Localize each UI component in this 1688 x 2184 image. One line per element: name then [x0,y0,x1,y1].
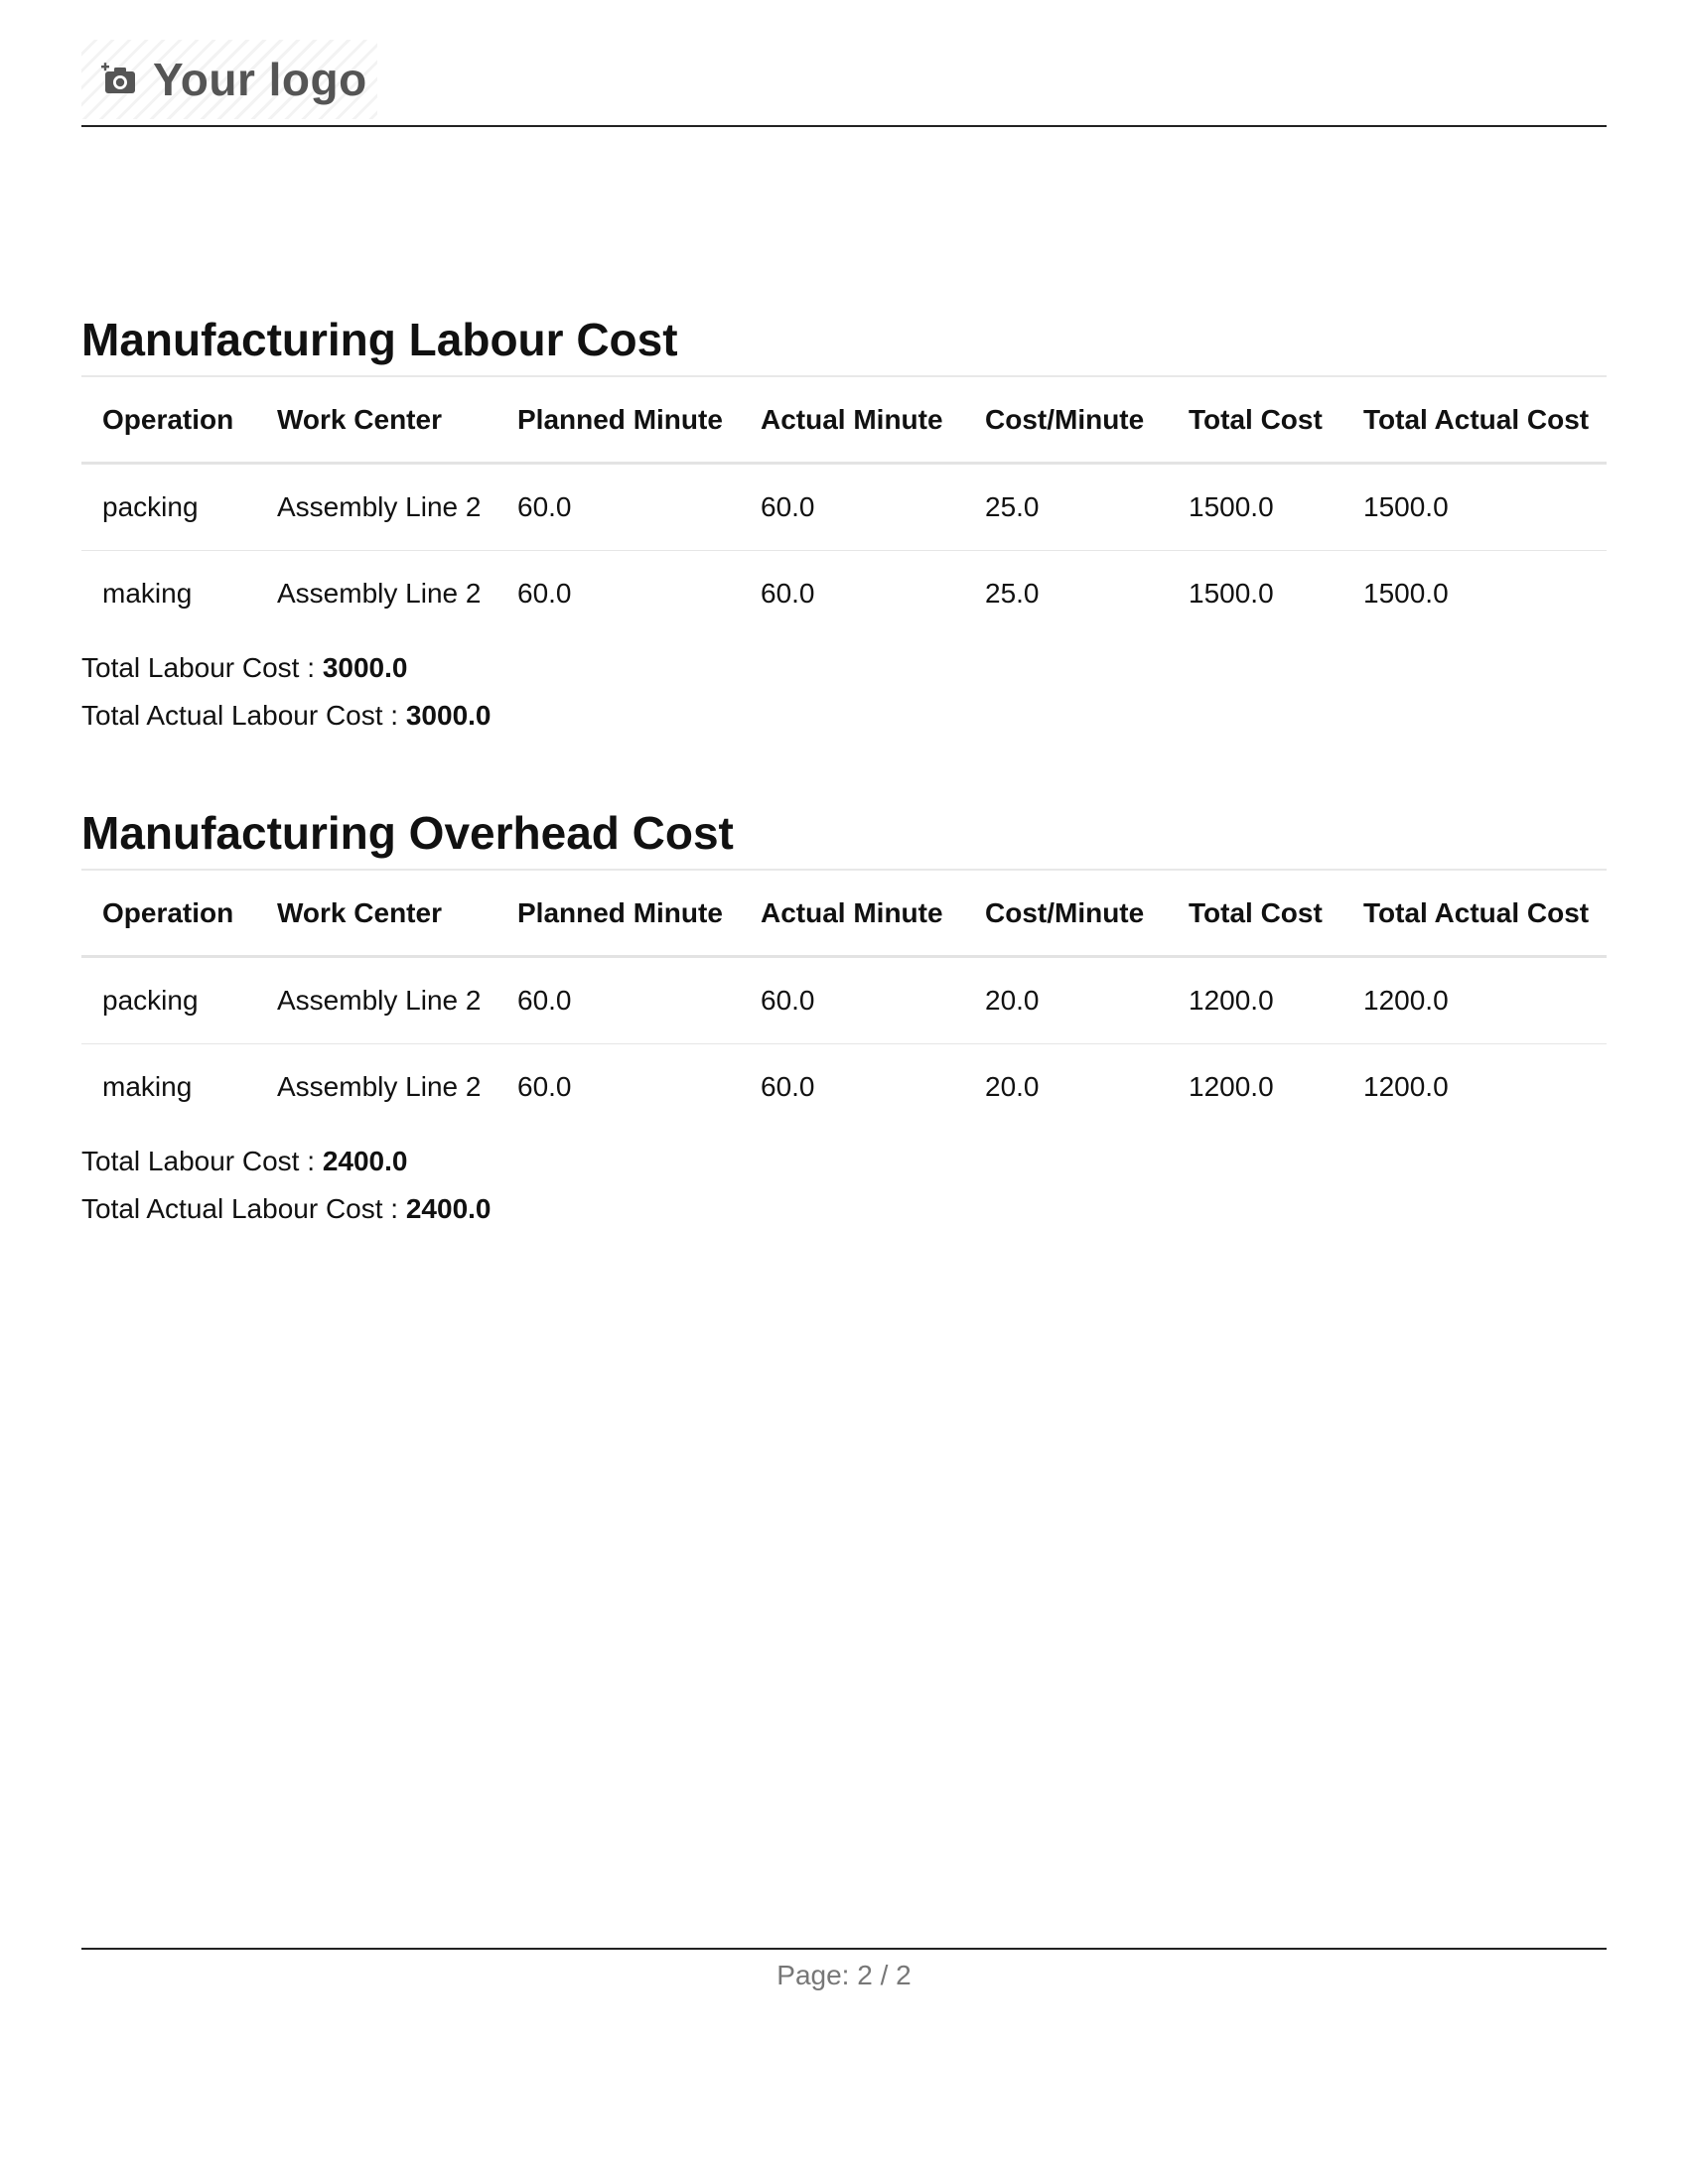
total-actual-labour-cost-value: 2400.0 [405,1193,492,1224]
actual-minute-cell: 60.0 [740,957,964,1044]
total-cost-cell: 1200.0 [1168,957,1342,1044]
overhead-totals [81,1138,1607,1233]
planned-minute-cell: 60.0 [496,464,740,551]
page-footer [81,1948,1607,1991]
total-cost-cell: 1500.0 [1168,464,1342,551]
total-actual-labour-cost [81,1185,1607,1233]
cost-per-minute-cell: 25.0 [985,578,1040,609]
total-labour-cost-value: 2400.0 [322,1146,408,1176]
page-header [81,40,1607,127]
camera-add-icon [99,60,139,99]
work-center-cell: Assembly Line 2 [256,464,496,551]
column-header: Cost/Minute [964,377,1168,464]
total-actual-cost-cell: 1500.0 [1363,578,1449,609]
column-header: Total Cost [1168,377,1342,464]
total-actual-cost-cell: 1200.0 [1363,1071,1449,1102]
overhead-cost-title: Manufacturing Overhead Cost [81,805,1607,871]
total-labour-cost [81,644,1607,692]
cost-per-minute-cell: 20.0 [985,1071,1040,1102]
operation-cell: making [102,578,193,609]
total-labour-cost-value: 3000.0 [322,652,408,683]
labour-cost-title: Manufacturing Labour Cost [81,312,1607,377]
labour-cost-section [81,312,1607,740]
planned-minute-cell: 60.0 [517,578,572,609]
total-labour-cost-label: Total Labour Cost : [81,652,316,683]
total-actual-labour-cost-label: Total Actual Labour Cost : [81,1193,399,1224]
table-header-row [81,377,1607,464]
overhead-cost-section [81,805,1607,1233]
planned-minute-cell: 60.0 [517,1071,572,1102]
total-cost-cell: 1200.0 [1189,1071,1274,1102]
table-row [81,464,1607,551]
column-header: Planned Minute [496,377,740,464]
actual-minute-cell: 60.0 [740,464,964,551]
column-header: Cost/Minute [964,871,1168,957]
column-header: Work Center [256,377,496,464]
operation-cell: packing [81,464,256,551]
column-header: Total Cost [1168,871,1342,957]
column-header: Planned Minute [496,871,740,957]
planned-minute-cell: 60.0 [496,957,740,1044]
column-header: Actual Minute [740,871,964,957]
cost-per-minute-cell: 20.0 [964,957,1168,1044]
total-actual-labour-cost [81,692,1607,740]
total-actual-cost-cell: 1500.0 [1342,464,1607,551]
total-actual-labour-cost-label: Total Actual Labour Cost : [81,700,399,731]
total-labour-cost-label: Total Labour Cost : [81,1146,316,1176]
labour-totals [81,644,1607,740]
total-actual-cost-cell: 1200.0 [1342,957,1607,1044]
page-number: Page: 2 / 2 [776,1960,912,1990]
column-header: Operation [81,377,256,464]
column-header: Work Center [256,871,496,957]
total-labour-cost [81,1138,1607,1185]
cost-per-minute-cell: 25.0 [964,464,1168,551]
overhead-cost-table [81,871,1607,1130]
table-row [81,551,1607,637]
table-row [81,1044,1607,1131]
work-center-cell: Assembly Line 2 [277,1071,482,1102]
total-cost-cell: 1500.0 [1189,578,1274,609]
operation-cell: packing [81,957,256,1044]
column-header: Total Actual Cost [1342,871,1607,957]
column-header: Actual Minute [740,377,964,464]
operation-cell: making [102,1071,193,1102]
logo [81,40,377,119]
actual-minute-cell: 60.0 [761,578,815,609]
table-row [81,957,1607,1044]
work-center-cell: Assembly Line 2 [277,578,482,609]
logo-text: Your logo [153,54,367,105]
table-header-row [81,871,1607,957]
labour-cost-table [81,377,1607,636]
column-header: Operation [81,871,256,957]
total-actual-labour-cost-value: 3000.0 [405,700,492,731]
work-center-cell: Assembly Line 2 [256,957,496,1044]
actual-minute-cell: 60.0 [761,1071,815,1102]
column-header: Total Actual Cost [1342,377,1607,464]
